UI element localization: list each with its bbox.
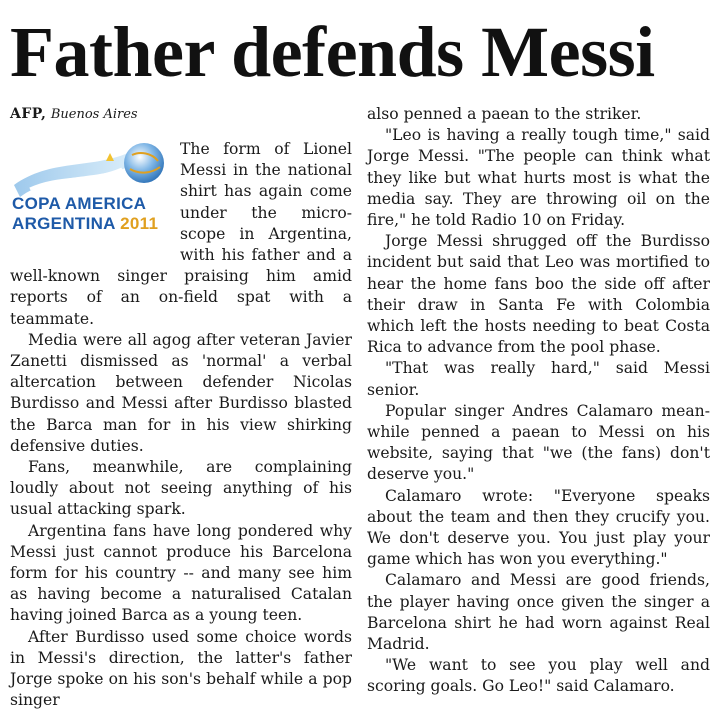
paragraph: "Leo is having a really tough time," said Jorge Messi. "The people can think what they like but what hurts most is what the media say. They are throwing oil on the fire," he told Radio 10 on Friday. — [367, 126, 710, 230]
byline-agency: AFP, — [10, 106, 47, 122]
paragraph: Calamaro and Messi are good friends, the player having once given the singer a Barcelona shirt he had worn against Real Madrid. — [367, 571, 710, 654]
column-right — [367, 104, 710, 698]
paragraph: "We want to see you play well and scoring goals. Go Leo!" said Calamaro. — [367, 656, 710, 696]
paragraph: also penned a paean to the striker. — [367, 105, 642, 123]
paragraph: After Burdisso used some choice words in Messi's direction, the latter's father Jorge spoke on his son's behalf while a pop singer — [10, 627, 352, 710]
copa-america-ribbon-icon — [10, 139, 168, 199]
paragraph: "That was really hard," said Messi senior. — [367, 359, 710, 399]
paragraph: Popular singer Andres Calamaro meanwhile penned a paean to Messi on his website, saying that "we (the fans) don't deserve you." — [367, 401, 710, 484]
paragraph: Media were all agog after veteran Javier Zanetti dismissed as 'normal' a verbal altercation between defender Nicolas Burdisso and Messi after Burdisso blasted the Barca man for in his view shirking defensive duties. — [10, 330, 352, 455]
paragraph: Calamaro wrote: "Everyone speaks about the team and then they crucify you. We don't deserve you. You just play your game which has won you everything." — [367, 486, 710, 569]
logo-country: ARGENTINA — [12, 214, 121, 233]
paragraph: The form of Lionel Messi in the national shirt has again come under the microscope in Argentina, with his father and a well-known singer praising him amid reports of an on-field spat with a teammate. — [10, 140, 352, 328]
logo-line1: COPA AMERICA — [12, 194, 147, 213]
headline: Father defends Messi — [10, 12, 655, 92]
copa-america-logo — [10, 139, 168, 243]
paragraph: Fans, meanwhile, are complaining loudly about not seeing anything of his usual attacking spark. — [10, 458, 352, 519]
logo-line2 — [12, 213, 158, 234]
logo-year: 2011 — [120, 214, 159, 233]
column-left — [10, 104, 352, 711]
paragraph: Argentina fans have long pondered why Messi just cannot produce his Barcelona form for his country -- and many see him as having become a naturalised Catalan having joined Barca as a young teen. — [10, 521, 352, 625]
paragraph: Jorge Messi shrugged off the Burdisso incident but said that Leo was mortified to hear the home fans boo the side off after their draw in Santa Fe with Colombia which left the hosts needing to beat Costa Rica to advance from the pool phase. — [367, 232, 710, 357]
byline-place: Buenos Aires — [50, 107, 138, 122]
byline — [10, 104, 352, 125]
